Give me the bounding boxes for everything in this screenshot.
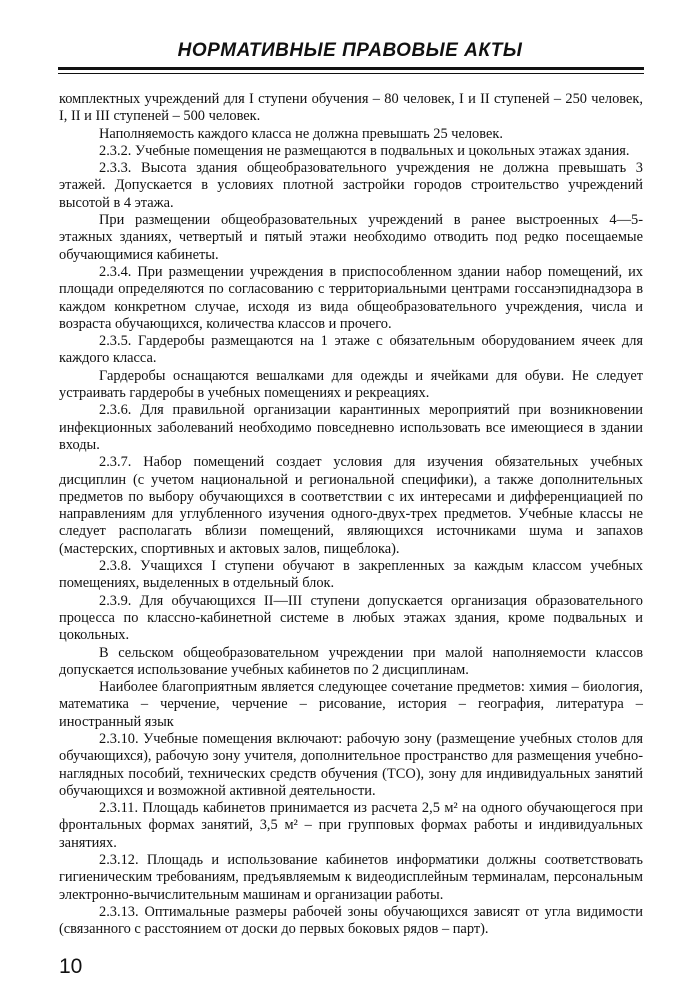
paragraph-2-3-11: 2.3.11. Площадь кабинетов принимается из расчета 2,5 м² на одного обучающегося при фронтальных формах занятий, 3,5 м² – при групповых формах работы и индивидуальных занятиях. [59,800,643,851]
paragraph-2-3-9: 2.3.9. Для обучающихся II—III ступени допускается организация образовательного процесса по классно-кабинетной системе в любых этажах здания, кроме подвальных и цокольных. [59,592,643,644]
paragraph: При размещении общеобразовательных учреждений в ранее выстроенных 4—5-этажных зданиях, четвертый и пятый этажи необходимо отводить под редко посещаемые обучающимися кабинеты. [59,212,643,263]
paragraph: В сельском общеобразовательном учреждении при малой наполняемости классов допускается использование учебных кабинетов по 2 дисциплинам. [59,644,643,678]
paragraph-2-3-4: 2.3.4. При размещении учреждения в приспособленном здании набор помещений, их площади определяются по согласованию с территориальными центрами госсанэпиднадзора в каждом конкретном случае, исходя из вида общеобразовательного учреждения, числа и возраста обучающихся, количества классов и прочего. [59,263,643,332]
paragraph-2-3-3: 2.3.3. Высота здания общеобразовательного учреждения не должна превышать 3 этажей. Допускается в условиях плотной застройки городов строительство учреждений высотой в 4 этажа. [59,160,643,211]
paragraph-2-3-2: 2.3.2. Учебные помещения не размещаются в подвальных и цокольных этажах здания. [99,142,630,159]
paragraph: Гардеробы оснащаются вешалками для одежды и ячейками для обуви. Не следует устраивать гардеробы в учебных помещениях и рекреациях. [59,367,643,402]
paragraph-continuation: комплектных учреждений для I ступени обучения – 80 человек, I и II ступеней – 250 человек, I, II и III ступеней – 500 человек. [59,91,643,125]
paragraph-2-3-13: 2.3.13. Оптимальные размеры рабочей зоны обучающихся зависят от угла видимости (связанного с расстоянием от доски до первых боковых рядов – парт). [59,903,643,938]
running-header: НОРМАТИВНЫЕ ПРАВОВЫЕ АКТЫ [177,40,523,61]
paragraph-2-3-5: 2.3.5. Гардеробы размещаются на 1 этаже с обязательным оборудованием ячеек для каждого класса. [59,333,643,367]
paragraph-2-3-12: 2.3.12. Площадь и использование кабинетов информатики должны соответствовать гигиеническим требованиям, предъявляемым к видеодисплейным терминалам, персональным электронно-вычислительным машинам и организации работы. [59,852,643,903]
paragraph: Наиболее благоприятным является следующее сочетание предметов: химия – биология, математика – черчение, черчение – рисование, история – география, литература – иностранный язык [59,679,643,730]
paragraph: Наполняемость каждого класса не должна превышать 25 человек. [99,125,503,142]
page-number: 10 [59,955,83,978]
paragraph-2-3-10: 2.3.10. Учебные помещения включают: рабочую зону (размещение учебных столов для обучающихся), рабочую зону учителя, дополнительное пространство для размещения учебно-наглядных пособий, технических средств обучения (ТСО), зону для индивидуальных занятий обучающихся и возможной активной деятельности. [59,730,643,799]
header-rule-thin [58,73,644,74]
paragraph-2-3-6: 2.3.6. Для правильной организации карантинных мероприятий при возникновении инфекционных заболеваний необходимо повседневно использовать все имеющиеся в здании входы. [59,402,643,453]
header-rule-thick [58,67,644,70]
paragraph-2-3-7: 2.3.7. Набор помещений создает условия для изучения обязательных учебных дисциплин (с учетом национальной и региональной специфики), а также дополнительных предметов по выбору обучающихся в соответствии с их интересами и дифференциацией по направлениям для углубленного изучения одного-двух-трех предметов. Учебные классы не следует располагать вблизи помещений, являющихся источниками шума и запахов (мастерских, спортивных и актовых залов, пищеблока). [59,454,643,557]
paragraph-2-3-8: 2.3.8. Учащихся I ступени обучают в закрепленных за каждым классом учебных помещениях, выделенных в отдельный блок. [59,558,643,592]
body-text [59,91,643,939]
